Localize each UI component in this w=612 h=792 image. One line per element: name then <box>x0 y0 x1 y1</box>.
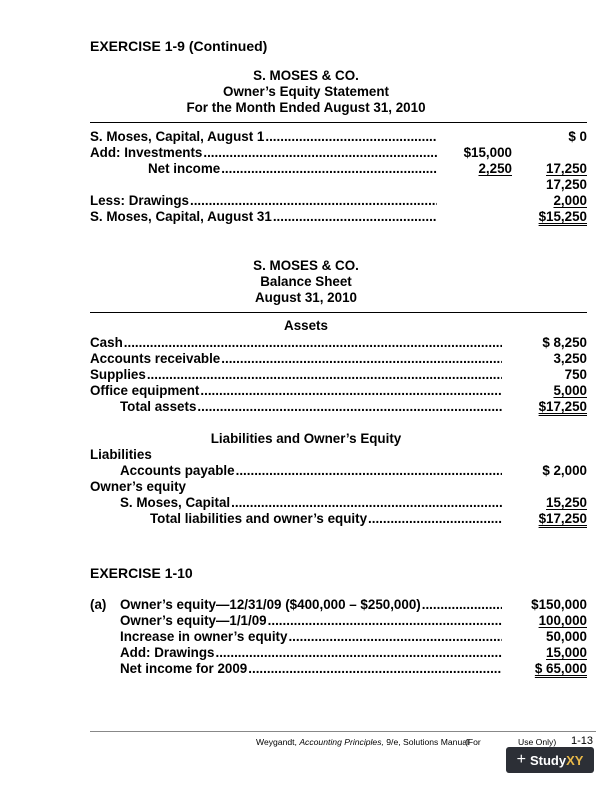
footer-for-text: (For <box>465 737 481 747</box>
assets-heading: Assets <box>284 318 328 333</box>
asset-row-accounts-receivable: Accounts receivable ..... <box>90 351 502 366</box>
liability-row-accounts-payable-value: $ 2,000 <box>542 463 587 478</box>
equity-row-capital-aug31: S. Moses, Capital, August 31 ..... <box>90 209 437 224</box>
equity-row-net-income: Net income ..... <box>148 161 437 176</box>
statement-company: S. MOSES & CO. <box>253 68 359 83</box>
footer-use-text: Use Only) <box>518 737 557 747</box>
equity-row-capital-aug1-value: $ 0 <box>568 129 587 144</box>
ex110-row-increase: Increase in owner’s equity ..... <box>120 629 502 644</box>
balance-sheet-company: S. MOSES & CO. <box>253 258 359 273</box>
exercise-1-9-heading: EXERCISE 1-9 (Continued) <box>90 38 268 54</box>
page-number: 1-13 <box>571 735 594 747</box>
balance-sheet-title: Balance Sheet <box>260 274 352 289</box>
total-liabilities-equity-row: Total liabilities and owner’s equity ..... <box>150 511 502 526</box>
asset-row-cash-value: $ 8,250 <box>542 335 587 350</box>
asset-row-cash: Cash ..... <box>90 335 502 350</box>
ex110-row-drawings: Add: Drawings ..... <box>120 645 502 660</box>
ex110-row-net-income-value: $ 65,000 <box>534 661 587 676</box>
ex110-row-equity-1231-value: $150,000 <box>531 597 587 612</box>
equity-row-drawings-value: 2,000 <box>553 193 587 208</box>
part-a-label: (a) <box>90 597 107 612</box>
ex110-row-equity-1231: Owner’s equity—12/31/09 ($400,000 – $250,000) ..... <box>120 597 502 612</box>
ex110-row-increase-value: 50,000 <box>546 629 587 644</box>
equity-row-subtotal: 17,250 <box>546 177 587 192</box>
asset-row-supplies: Supplies ..... <box>90 367 502 382</box>
asset-row-office-equipment-value: 5,000 <box>553 383 587 398</box>
ex110-row-drawings-value: 15,000 <box>546 645 587 660</box>
asset-row-total-value: $17,250 <box>538 399 587 414</box>
equity-row-capital-aug1: S. Moses, Capital, August 1 ..... <box>90 129 437 144</box>
equity-row-capital: S. Moses, Capital ..... <box>120 495 502 510</box>
statement-period: For the Month Ended August 31, 2010 <box>186 100 426 115</box>
statement-divider <box>90 122 587 123</box>
equity-row-investments: Add: Investments ..... <box>90 145 437 160</box>
liabilities-equity-heading: Liabilities and Owner’s Equity <box>210 431 402 446</box>
asset-row-office-equipment: Office equipment ..... <box>90 383 502 398</box>
asset-row-supplies-value: 750 <box>564 367 587 382</box>
balance-sheet-date: August 31, 2010 <box>255 290 357 305</box>
ex110-row-equity-0101: Owner’s equity—1/1/09 ..... <box>120 613 502 628</box>
statement-title: Owner’s Equity Statement <box>223 84 389 99</box>
footer-citation: Weygandt, Accounting Principles, 9/e, Solutions Manual <box>256 737 469 747</box>
equity-row-investments-value: $15,000 <box>463 145 512 160</box>
equity-row-capital-aug31-value: $15,250 <box>538 209 587 224</box>
badge-text: StudyXY <box>529 752 584 768</box>
owners-equity-label: Owner’s equity <box>90 479 186 494</box>
equity-row-additions-total: 17,250 <box>546 161 587 176</box>
studyxy-badge[interactable] <box>506 747 594 773</box>
liabilities-label: Liabilities <box>90 447 152 462</box>
asset-row-accounts-receivable-value: 3,250 <box>553 351 587 366</box>
ex110-row-net-income: Net income for 2009 ..... <box>120 661 502 676</box>
ex110-row-equity-0101-value: 100,000 <box>538 613 587 628</box>
footer-divider <box>90 731 596 732</box>
balance-sheet-divider <box>90 312 587 313</box>
equity-row-drawings: Less: Drawings ..... <box>90 193 437 208</box>
exercise-1-10-heading: EXERCISE 1-10 <box>90 565 193 581</box>
equity-row-capital-value: 15,250 <box>546 495 587 510</box>
plus-icon: + <box>516 751 526 768</box>
total-liabilities-equity-value: $17,250 <box>538 511 587 526</box>
asset-row-total: Total assets ..... <box>120 399 502 414</box>
liability-row-accounts-payable: Accounts payable ..... <box>120 463 502 478</box>
equity-row-net-income-value: 2,250 <box>478 161 512 176</box>
